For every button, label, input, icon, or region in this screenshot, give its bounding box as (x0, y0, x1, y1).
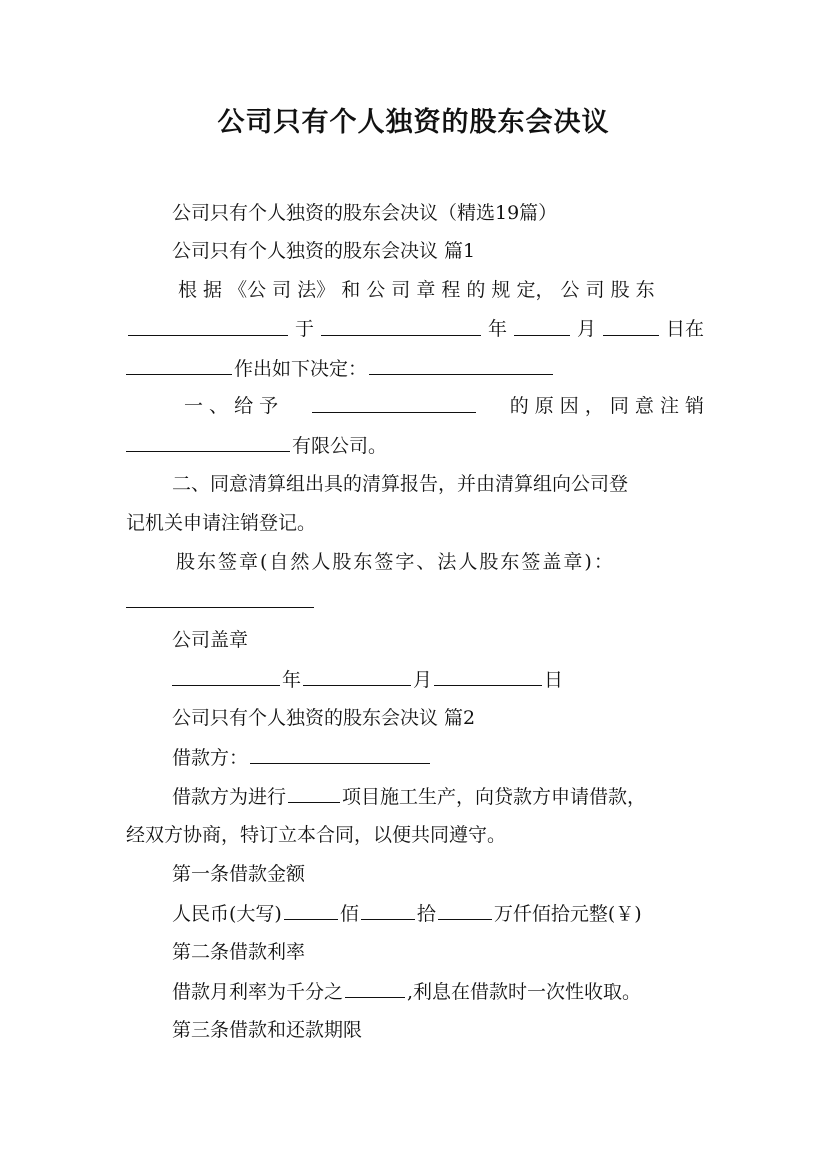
seal-month-blank (303, 666, 411, 686)
seal-yue-text: 月 (413, 669, 433, 691)
p1-yu-text: 于 (294, 318, 314, 340)
rmb-shi: 拾 (416, 903, 436, 925)
item1-company: 有限公司。 (292, 435, 388, 457)
article2-heading: 第二条借款利率 (172, 941, 306, 963)
borrower-blank (250, 744, 430, 764)
p1-rizai-text: 日在 (665, 318, 704, 340)
shareholder-blank (128, 316, 288, 336)
item2-line2: 记机关申请注销登记。 (126, 512, 317, 534)
paragraph1-line2 (126, 316, 704, 342)
item1-reason: 的 原 因 ， 同 意 注 销 (509, 395, 704, 417)
article1-heading: 第一条借款金额 (172, 863, 306, 885)
project-blank (288, 783, 340, 803)
signature-line (126, 588, 316, 615)
seal-ri-text: 日 (544, 669, 564, 691)
rmb-wan-blank (438, 900, 492, 920)
item2-line1: 二、同意清算组出具的清算报告，并由清算组向公司登 (172, 473, 629, 495)
seal-day-blank (434, 666, 542, 686)
date-day-blank (603, 316, 659, 336)
date-month-blank (514, 316, 570, 336)
contract-p1-b: 项目施工生产，向贷款方申请借款， (342, 786, 647, 808)
rmb-prefix: 人民币(大写) (172, 903, 282, 925)
signature-blank (126, 588, 314, 608)
p1-decide-text: 作出如下决定： (234, 358, 368, 380)
signature-label: 股东签章(自然人股东签字、法人股东签盖章)： (176, 551, 615, 573)
article3-heading: 第三条借款和还款期限 (172, 1019, 363, 1041)
item1-prefix: 一 、 给 予 (184, 395, 279, 417)
p1-yue-text: 月 (576, 318, 596, 340)
item1-line1 (184, 393, 704, 419)
section1-heading: 公司只有个人独资的股东会决议 篇1 (172, 240, 476, 262)
item1-reason-blank (312, 393, 476, 413)
borrower-line (172, 744, 432, 771)
interest-rate-line (172, 978, 641, 1005)
borrower-label: 借款方： (172, 747, 249, 769)
paragraph1-line3 (126, 355, 555, 382)
decision-blank (369, 355, 553, 375)
seal-year-blank (172, 666, 280, 686)
paragraph1-line1: 根 据 《公 司 法》 和 公 司 章 程 的 规 定， 公 司 股 东 (178, 279, 655, 301)
rate-blank (345, 978, 405, 998)
rmb-shi-blank (361, 900, 415, 920)
contract-p1-a: 借款方为进行 (172, 786, 287, 808)
date-year-blank (321, 316, 481, 336)
location-blank (126, 355, 232, 375)
document-title: 公司只有个人独资的股东会决议 (217, 107, 610, 138)
company-name-blank (126, 432, 290, 452)
seal-nian-text: 年 (282, 669, 302, 691)
contract-paragraph-line1 (172, 783, 646, 810)
rmb-bai-blank (284, 900, 338, 920)
seal-date-line (172, 666, 563, 693)
company-seal-label: 公司盖章 (172, 629, 249, 651)
rate-b: ,利息在借款时一次性收取。 (407, 981, 642, 1003)
rmb-bai: 佰 (339, 903, 359, 925)
rate-a: 借款月利率为千分之 (172, 981, 344, 1003)
p1-nian-text: 年 (487, 318, 507, 340)
contract-paragraph-line2: 经双方协商，特订立本合同，以便共同遵守。 (126, 824, 507, 846)
item1-line2 (126, 432, 387, 459)
intro-line: 公司只有个人独资的股东会决议（精选19篇） (172, 202, 558, 224)
rmb-amount-line (172, 900, 642, 927)
rmb-rest: 万仟佰拾元整(￥) (493, 903, 642, 925)
section2-heading: 公司只有个人独资的股东会决议 篇2 (172, 707, 476, 729)
